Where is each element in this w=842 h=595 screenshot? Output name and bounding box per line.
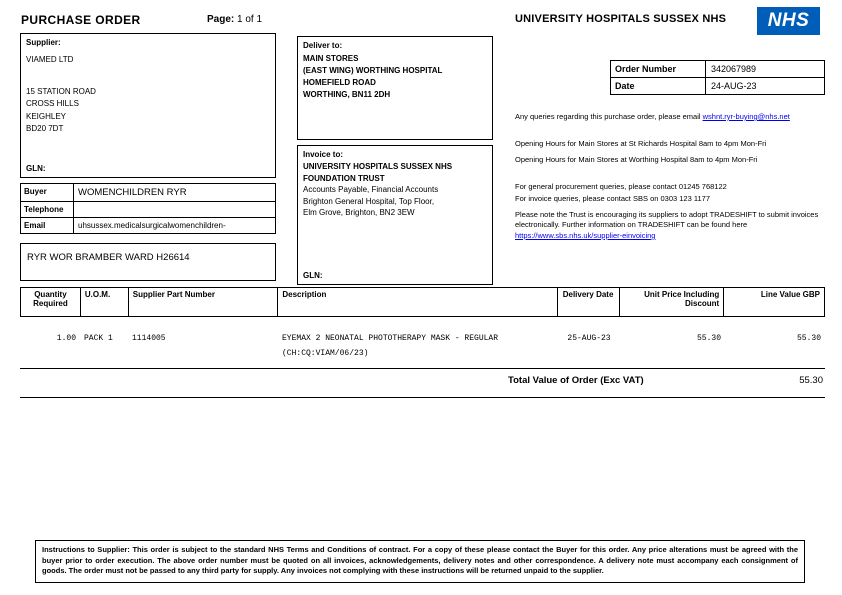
telephone-row (21, 202, 275, 218)
line-uom: PACK 1 (84, 334, 113, 343)
table-row (20, 332, 825, 360)
divider (20, 368, 825, 369)
email-value: uhsussex.medicalsurgicalwomenchildren- (78, 221, 226, 230)
buyer-contact-table (20, 183, 276, 234)
order-date-label: Date (611, 78, 706, 94)
order-date-row (611, 78, 824, 94)
deliver-to-address (303, 53, 487, 101)
deliver-to-label: Deliver to: (303, 41, 343, 50)
nhs-logo-text: NHS (767, 10, 810, 31)
ward-reference: RYR WOR BRAMBER WARD H26614 (27, 252, 190, 263)
supplier-label: Supplier: (26, 38, 61, 47)
buying-email-link[interactable]: wshnt.ryr-buying@nhs.net (702, 112, 790, 121)
invoice-to-line: Accounts Payable, Financial Accounts (303, 185, 439, 195)
buyer-label: Buyer (21, 184, 74, 201)
invoice-to-address (303, 184, 487, 219)
supplier-gln-label: GLN: (26, 164, 46, 173)
invoice-to-name (303, 161, 487, 184)
nhs-logo (757, 7, 820, 35)
opening-hours-2: Opening Hours for Main Stores at Worthing Hospital 8am to 4pm Mon-Fri (515, 155, 758, 165)
deliver-to-box (297, 36, 493, 140)
page-title: PURCHASE ORDER (21, 13, 141, 27)
page-indicator (207, 14, 262, 25)
invoice-to-name-line: FOUNDATION TRUST (303, 173, 385, 183)
supplier-address-line: CROSS HILLS (26, 99, 79, 109)
total-label: Total Value of Order (Exc VAT) (508, 375, 644, 386)
order-number-row (611, 61, 824, 78)
email-row (21, 218, 275, 233)
organisation-name: UNIVERSITY HOSPITALS SUSSEX NHS (515, 13, 727, 25)
telephone-value (74, 202, 275, 217)
header-description: Description (278, 288, 557, 316)
invoice-to-box (297, 145, 493, 285)
line-unit-price: 55.30 (696, 334, 721, 343)
procurement-queries-note: For general procurement queries, please contact 01245 768122 (515, 182, 727, 192)
page-value: 1 of 1 (237, 14, 263, 25)
invoice-gln-label: GLN: (303, 271, 323, 280)
supplier-address-line: 15 STATION ROAD (26, 87, 96, 96)
deliver-to-line: WORTHING, BN11 2DH (303, 90, 391, 99)
line-quantity: 1.00 (56, 334, 76, 343)
invoice-queries-note: For invoice queries, please contact SBS on 0303 123 1177 (515, 193, 710, 203)
page-label: Page: (207, 14, 235, 25)
supplier-name: VIAMED LTD (26, 55, 74, 64)
supplier-address-line: KEIGHLEY (26, 111, 67, 121)
deliver-to-line: MAIN STORES (303, 54, 359, 63)
line-value: 55.30 (796, 334, 821, 343)
header-delivery-date: Delivery Date (558, 288, 620, 316)
instructions-to-supplier-box (35, 540, 805, 583)
header-unit-price: Unit Price Including Discount (620, 288, 725, 316)
header-uom: U.O.M. (81, 288, 129, 316)
order-date-value: 24-AUG-23 (711, 81, 757, 91)
supplier-address-line: BD20 7DT (26, 124, 64, 134)
line-delivery-date: 25-AUG-23 (567, 334, 611, 343)
instructions-text: Instructions to Supplier: This order is subject to the standard NHS Terms and Conditions of contract. For a copy of these please contact the Buyer for this order. Any price alterations must be agreed with the buyer prior to order execution. The above order number must be quoted on all invoices, acknowledgements, delivery notes and other correspondence. A delivery note must accompany each consignment of goods. The order must not be passed to any third party for supply. Any invoices not complying with these instructions will be returned unpaid to the supplier. (42, 545, 798, 575)
order-number-label: Order Number (611, 61, 706, 77)
header-quantity: Quantity Required (21, 288, 81, 316)
buyer-value: WOMENCHILDREN RYR (78, 187, 187, 198)
deliver-to-line: (EAST WING) WORTHING HOSPITAL (303, 66, 443, 75)
tradeshift-note: Please note the Trust is encouraging its suppliers to adopt TRADESHIFT to submit invoices electronically. Further information on TRADESHIFT can be found here (515, 209, 819, 229)
ward-reference-box (20, 243, 276, 281)
line-description: EYEMAX 2 NEONATAL PHOTOTHERAPY MASK - REGULAR (282, 334, 499, 343)
deliver-to-line: HOMEFIELD ROAD (303, 78, 376, 87)
supplier-address (26, 86, 270, 136)
tradeshift-link[interactable]: https://www.sbs.nhs.uk/supplier-einvoicing (515, 230, 656, 240)
buyer-row (21, 184, 275, 202)
order-info-table (610, 60, 825, 95)
telephone-label: Telephone (21, 202, 74, 217)
order-number-value: 342067989 (711, 64, 757, 74)
line-table-header (20, 287, 825, 317)
invoice-to-label: Invoice to: (303, 150, 344, 159)
invoice-to-line: Elm Grove, Brighton, BN2 3EW (303, 208, 415, 218)
invoice-to-name-line: UNIVERSITY HOSPITALS SUSSEX NHS (303, 162, 453, 171)
notes-block (515, 112, 828, 245)
email-label: Email (21, 218, 74, 233)
opening-hours-1: Opening Hours for Main Stores at St Richards Hospital 8am to 4pm Mon-Fri (515, 139, 767, 149)
tradeshift-link-wrap (515, 231, 828, 241)
line-description-cell (278, 332, 558, 360)
invoice-to-line: Brighton General Hospital, Top Floor, (303, 196, 435, 206)
queries-text: Any queries regarding this purchase order, please email (515, 112, 703, 121)
header-line-value: Line Value GBP (760, 290, 820, 299)
header-part-number: Supplier Part Number (129, 288, 279, 316)
supplier-box (20, 33, 276, 178)
queries-note (515, 112, 828, 122)
line-part-number: 1114005 (132, 334, 166, 343)
line-description-note: (CH:CQ:VIAM/06/23) (282, 349, 369, 358)
total-value: 55.30 (799, 375, 823, 386)
total-row (20, 375, 825, 386)
divider (20, 397, 825, 398)
